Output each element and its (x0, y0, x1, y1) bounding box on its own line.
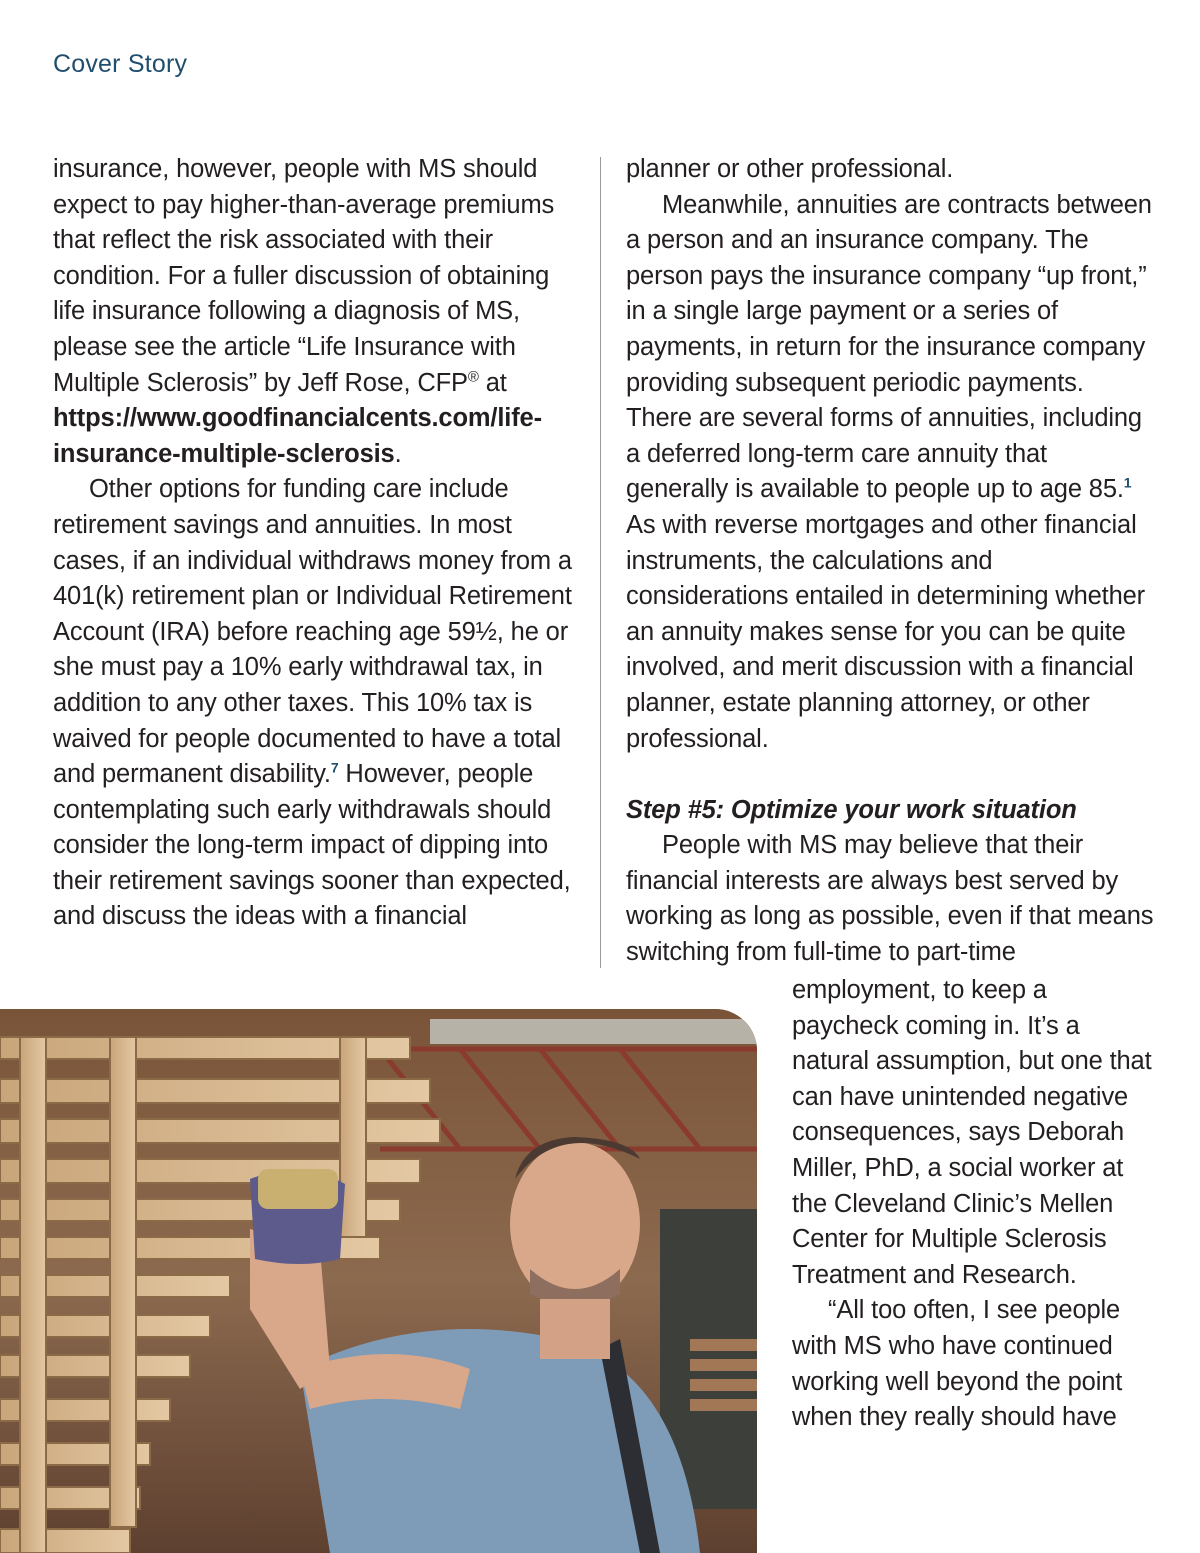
paragraph-work-situation: People with MS may believe that their financial interests are always best served by working as long as possible, even if that means switching from full-time to part-time (626, 831, 1154, 967)
left-column (53, 152, 583, 935)
text-run: at (478, 368, 507, 397)
worker-lifting-pallet-photo (0, 1009, 757, 1553)
column-divider (600, 157, 601, 968)
text-run: . (394, 439, 402, 468)
photo-illustration (0, 1009, 757, 1553)
text-run: However, people contemplating such early withdrawals should consider the long-term impact of dipping into their retirement savings sooner than expected, and discuss the ideas with a financial (53, 760, 571, 931)
text-run: insurance, however, people with MS should expect to pay higher-than-average premiums that reflect the risk associated with their condition. For a fuller discussion of obtaining life insurance following a diagnosis of MS, please see the article “Life Insurance with Multiple Sclerosis” by Jeff Rose, CFP (53, 155, 555, 397)
paragraph-work-continued: employment, to keep a paycheck coming in. It’s a natural assumption, but one that can have unintended negative consequences, says Deborah Miller, PhD, a social worker at the Cleveland Clinic’s Mellen Center for Multiple Sclerosis Treatment and Research. (792, 976, 1152, 1289)
paragraph-retirement-savings (53, 472, 583, 935)
text-run: As with reverse mortgages and other financial instruments, the calculations and considerations entailed in determining whether an annuity makes sense for you can be quite involved, and merit discussion with a financial planner, estate planning attorney, or other professional. (626, 510, 1146, 753)
paragraph-life-insurance (53, 152, 583, 472)
paragraph-annuities (626, 188, 1156, 758)
text-run: Other options for funding care include retirement savings and annuities. In most cases, if an individual withdraws money from a 401(k) retirement plan or Individual Retirement Account (IRA) before reaching age 59½, he or she must pay a 10% early withdrawal tax, in addition to any other taxes. This 10% tax is waived for people documented to have a total and permanent disability. (53, 475, 572, 789)
step-5-heading: Step #5: Optimize your work situation (626, 795, 1077, 824)
paragraph-continued: planner or other professional. (626, 155, 954, 183)
registered-mark: ® (467, 368, 479, 386)
section-label: Cover Story (53, 50, 188, 78)
article-url-link[interactable]: https://www.goodfinancialcents.com/life-insurance-multiple-sclerosis (53, 404, 542, 468)
paragraph-quote: “All too often, I see people with MS who have continued working well beyond the point when they really should have (792, 1296, 1123, 1432)
right-column (626, 152, 1156, 971)
footnote-ref-7[interactable]: 7 (330, 759, 339, 776)
text-run: Meanwhile, annuities are contracts between a person and an insurance company. The person pays the insurance company “up front,” in a single large payment or a series of payments, in return for the insurance company providing subsequent periodic payments. There are several forms of annuities, including a deferred long-term care annuity that generally is available to people up to age 85. (626, 190, 1152, 504)
right-column-lower (792, 973, 1160, 1436)
footnote-ref-1[interactable]: 1 (1123, 474, 1132, 491)
